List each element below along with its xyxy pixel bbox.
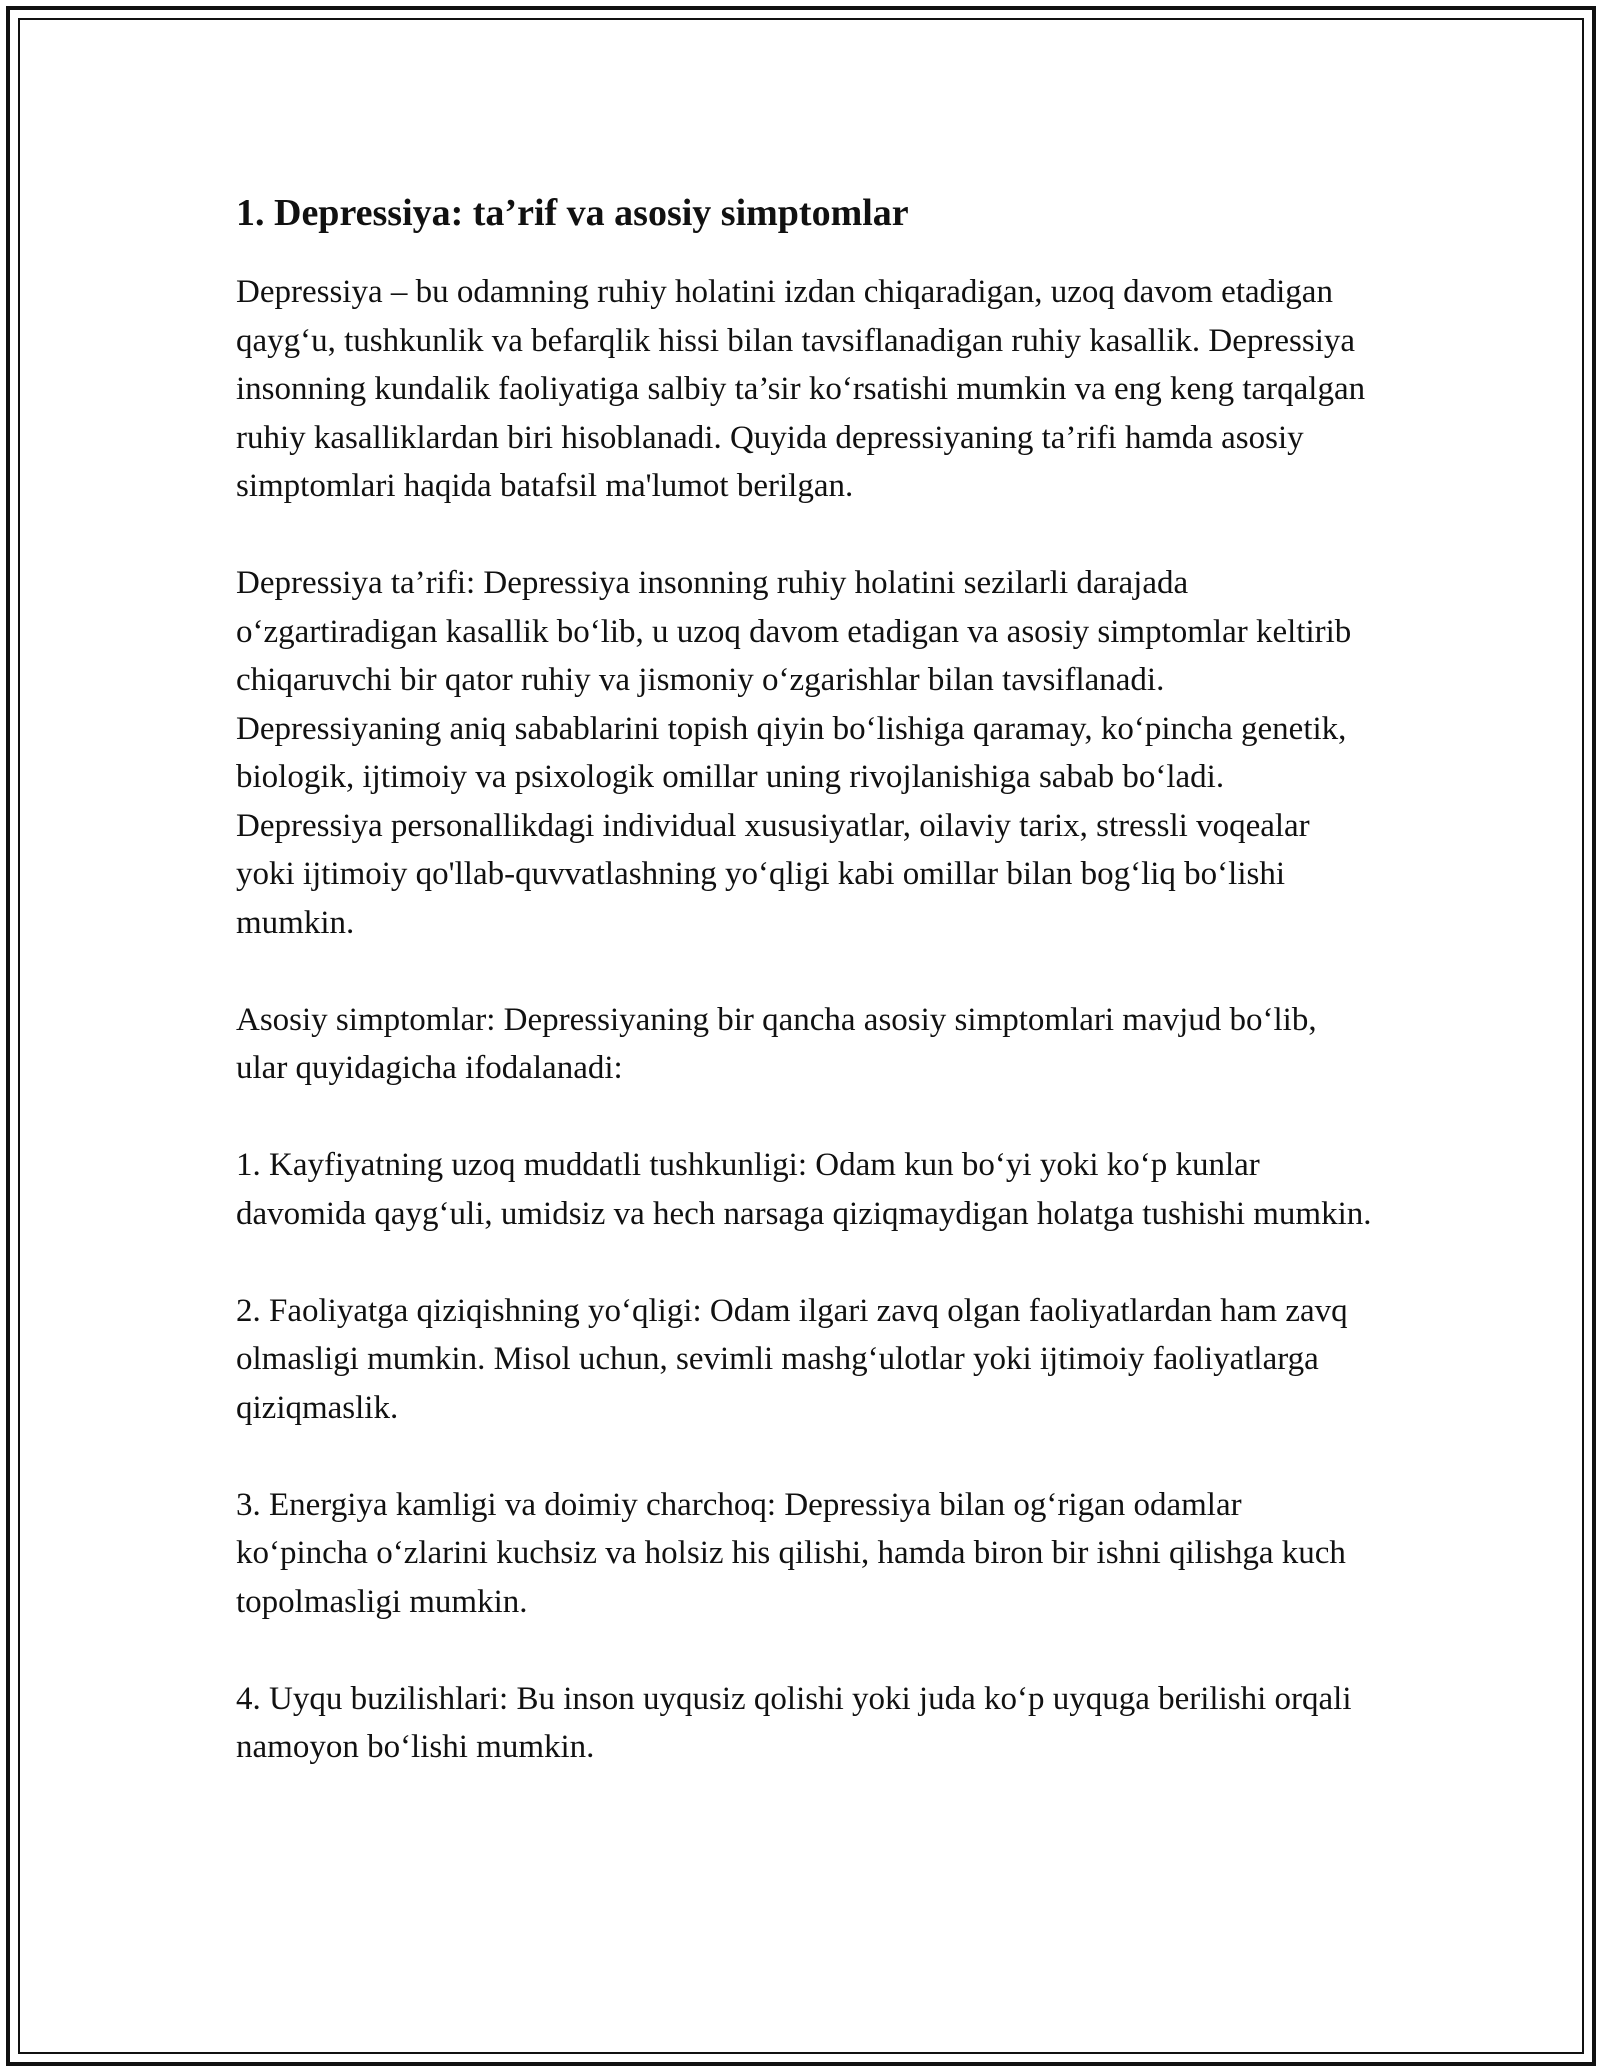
list-item-symptom-3: 3. Energiya kamligi va doimiy charchoq: Depressiya bilan og‘rigan odamlar ko‘pincha o‘zlarini kuchsiz va holsiz his qilishi, hamda biron bir ishni qilishga kuch topolmasligi mumkin. — [236, 1486, 1346, 1620]
paragraph-symptoms-intro: Asosiy simptomlar: Depressiyaning bir qancha asosiy simptomlari mavjud bo‘lib, ular quyidagicha ifodalanadi: — [236, 1001, 1317, 1086]
paragraph-intro: Depressiya – bu odamning ruhiy holatini izdan chiqaradigan, uzoq davom etadigan qayg‘u, tushkunlik va befarqlik hissi bilan tavsiflanadigan ruhiy kasallik. Depressiya insonning kundalik faoliyatiga salbiy ta’sir ko‘rsatishi mumkin va eng keng tarqalgan ruhiy kasalliklardan biri hisoblanadi. Quyida depressiyaning ta’rifi hamda asosiy simptomlari haqida batafsil ma'lumot berilgan. — [236, 274, 1366, 504]
document-body — [236, 188, 1376, 1820]
list-item-symptom-4: 4. Uyqu buzilishlari: Bu inson uyqusiz qolishi yoki juda ko‘p uyquga berilishi orqali namoyon bo‘lishi mumkin. — [236, 1680, 1352, 1765]
list-item-symptom-2: 2. Faoliyatga qiziqishning yo‘qligi: Odam ilgari zavq olgan faoliyatlardan ham zavq olmasligi mumkin. Misol uchun, sevimli mashg‘ulotlar yoki ijtimoiy faoliyatlarga qiziqmaslik. — [236, 1292, 1348, 1426]
list-item-symptom-1: 1. Kayfiyatning uzoq muddatli tushkunligi: Odam kun bo‘yi yoki ko‘p kunlar davomida qayg‘uli, umidsiz va hech narsaga qiziqmaydigan holatga tushishi mumkin. — [236, 1147, 1372, 1232]
section-heading: 1. Depressiya: ta’rif va asosiy simptomlar — [236, 192, 909, 234]
paragraph-definition: Depressiya ta’rifi: Depressiya insonning ruhiy holatini sezilarli darajada o‘zgartiradigan kasallik bo‘lib, u uzoq davom etadigan va asosiy simptomlar keltirib chiqaruvchi bir qator ruhiy va jismoniy o‘zgarishlar bilan tavsiflanadi. Depressiyaning aniq sabablarini topish qiyin bo‘lishiga qaramay, ko‘pincha genetik, biologik, ijtimoiy va psixologik omillar uning rivojlanishiga sabab bo‘ladi. Depressiya personallikdagi individual xususiyatlar, oilaviy tarix, stressli voqealar yoki ijtimoiy qo'llab-quvvatlashning yo‘qligi kabi omillar bilan bog‘liq bo‘lishi mumkin. — [236, 565, 1352, 941]
